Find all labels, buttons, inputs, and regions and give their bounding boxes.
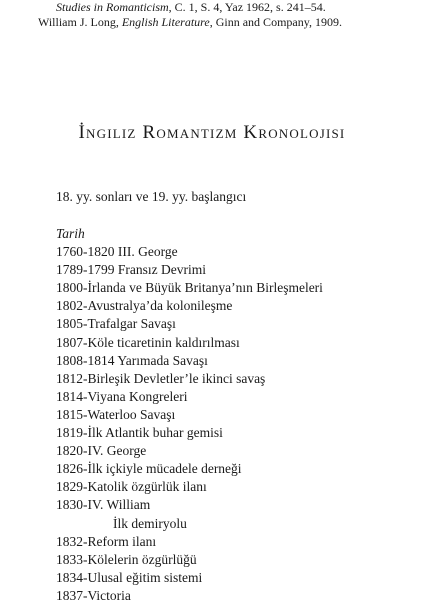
chronology-entry: 1819-İlk Atlantik buhar gemisi [56, 425, 223, 441]
chronology-entry: 1800-İrlanda ve Büyük Britanya’nın Birleşmeleri [56, 280, 323, 296]
chronology-entry: 1814-Viyana Kongreleri [56, 388, 188, 404]
chronology-entry: 1830-IV. William [56, 497, 151, 513]
chronology-entry: 1820-IV. George [56, 443, 147, 459]
reference-details: , Ginn and Company, 1909. [209, 15, 342, 29]
chronology-entry: 1826-İlk içkiyle mücadele derneği [56, 461, 242, 477]
chronology-header: Tarih [56, 226, 85, 241]
chronology-entry: 1812-Birleşik Devletler’le ikinci savaş [56, 370, 266, 386]
chronology-entry: 1834-Ulusal eğitim sistemi [56, 569, 203, 585]
chronology-entry: 1808-1814 Yarımada Savaşı [56, 352, 208, 368]
chronology-entry: 1832-Reform ilanı [56, 533, 157, 549]
reference-author: William J. Long, [38, 15, 122, 29]
chronology-entry: 1829-Katolik özgürlük ilanı [56, 479, 207, 495]
chronology-entry: 1789-1799 Fransız Devrimi [56, 262, 206, 278]
chronology-entry: 1833-Kölelerin özgürlüğü [56, 551, 197, 567]
reference-line [38, 15, 406, 30]
chronology-entry-continuation: İlk demiryolu [113, 515, 187, 531]
chronology-entry: 1837-Victoria [56, 587, 131, 603]
chronology-entry: 1807-Köle ticaretinin kaldırılması [56, 334, 240, 350]
references [38, 0, 406, 30]
reference-line [56, 0, 406, 15]
chronology-entry: 1805-Trafalgar Savaşı [56, 316, 176, 332]
period-heading: 18. yy. sonları ve 19. yy. başlangıcı [56, 189, 247, 204]
chapter-title: İngiliz Romantizm Kronolojisi [78, 122, 346, 143]
reference-title: Studies in Romanticism [56, 0, 169, 14]
chronology-entry: 1802-Avustralya’da kolonileşme [56, 298, 233, 314]
chronology-entry: 1815-Waterloo Savaşı [56, 406, 176, 422]
reference-details: , C. 1, S. 4, Yaz 1962, s. 241–54. [168, 0, 326, 14]
reference-title: English Literature [121, 15, 210, 29]
chronology-list [56, 225, 323, 605]
chronology-entry: 1760-1820 III. George [56, 244, 178, 260]
